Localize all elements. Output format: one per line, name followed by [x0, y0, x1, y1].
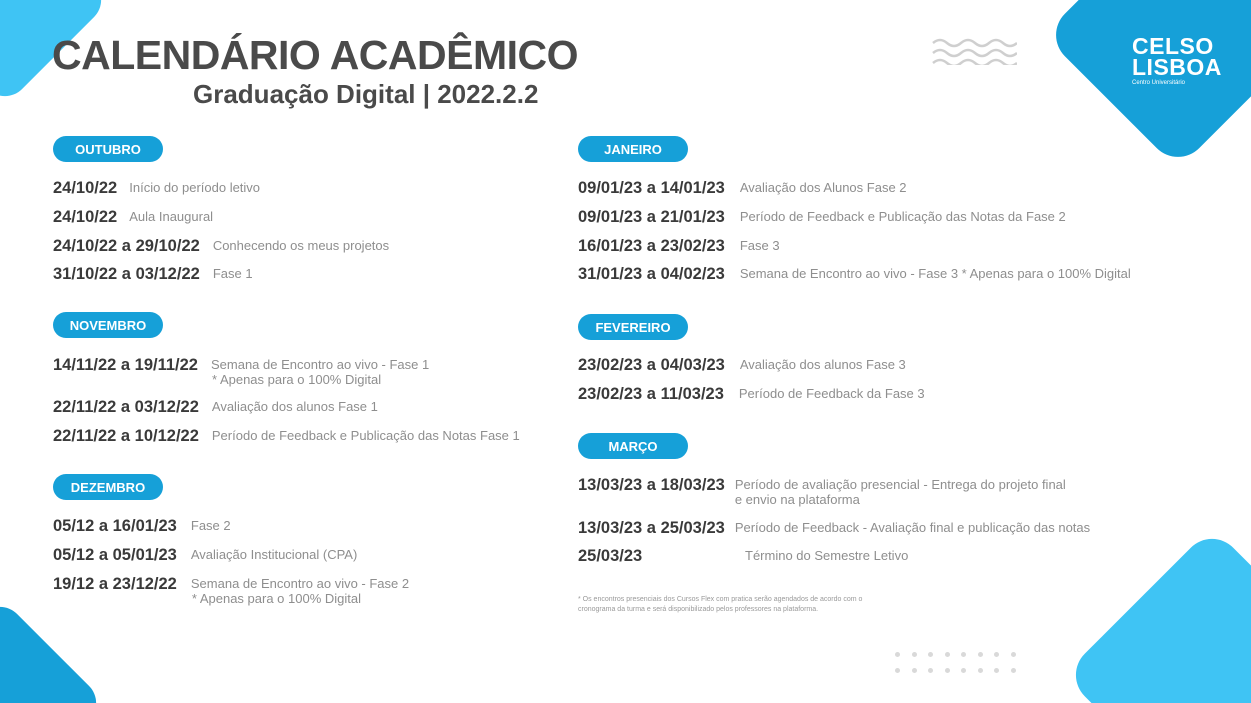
- entry-description: Conhecendo os meus projetos: [212, 238, 390, 253]
- calendar-entry: [53, 397, 378, 417]
- entry-date: 24/10/22: [53, 179, 118, 197]
- entry-description: Avaliação Institucional (CPA): [190, 547, 358, 562]
- entry-date: 31/01/23 a 04/02/23: [578, 265, 725, 283]
- entry-date: 23/02/23 a 11/03/23: [578, 385, 724, 403]
- entry-description: Avaliação dos alunos Fase 1: [211, 399, 378, 414]
- calendar-entry: [53, 178, 260, 198]
- calendar-entry: [578, 518, 1090, 538]
- corner-shape-bottom-left: [0, 597, 106, 703]
- calendar-entry: [53, 574, 409, 606]
- entry-date: 24/10/22: [53, 208, 118, 226]
- page-subtitle: Graduação Digital | 2022.2.2: [193, 79, 539, 109]
- calendar-entry: [578, 355, 906, 375]
- entry-description: Semana de Encontro ao vivo - Fase 2: [190, 576, 410, 591]
- entry-date: 22/11/22 a 03/12/22: [53, 398, 199, 416]
- month-label-novembro: NOVEMBRO: [53, 312, 163, 338]
- footnote-line: * Os encontros presenciais dos Cursos Flex com pratica serão agendados de acordo com o: [578, 596, 863, 603]
- entry-note: * Apenas para o 100% Digital: [211, 372, 382, 387]
- calendar-entry: [578, 546, 908, 566]
- calendar-entry: [53, 236, 389, 256]
- calendar-entry: [578, 264, 1131, 284]
- entry-description: Fase 3: [739, 238, 780, 253]
- entry-note: e envio na plataforma: [734, 492, 860, 507]
- calendar-entry: [53, 264, 253, 284]
- wave-icon: [931, 37, 1017, 65]
- logo-line-3: Centro Universitário: [1132, 80, 1186, 86]
- entry-date: 05/12 a 16/01/23: [53, 517, 177, 535]
- calendar-entry: [578, 236, 780, 256]
- month-label-dezembro: DEZEMBRO: [53, 474, 163, 500]
- entry-description: Início do período letivo: [129, 180, 261, 195]
- calendar-entry: [578, 384, 925, 404]
- entry-date: 09/01/23 a 21/01/23: [578, 208, 725, 226]
- month-label-outubro: OUTUBRO: [53, 136, 163, 162]
- footnote-line: cronograma da turma e será disponibilizado pelos professores na plataforma.: [578, 606, 819, 613]
- entry-description: Semana de Encontro ao vivo - Fase 1: [210, 357, 430, 372]
- entry-description: Fase 1: [212, 266, 253, 281]
- entry-description: Período de avaliação presencial - Entrega do projeto final: [734, 477, 1066, 492]
- entry-description: Avaliação dos Alunos Fase 2: [739, 180, 907, 195]
- logo-line-2: LISBOA: [1132, 54, 1222, 80]
- corner-shape-bottom-right: [1064, 527, 1251, 703]
- calendar-entry: [578, 475, 1066, 507]
- entry-date: 16/01/23 a 23/02/23: [578, 237, 725, 255]
- logo-line-1: CELSO: [1132, 33, 1214, 59]
- calendar-entry: [53, 545, 357, 565]
- month-label-janeiro: JANEIRO: [578, 136, 688, 162]
- entry-date: 31/10/22 a 03/12/22: [53, 265, 200, 283]
- calendar-entry: [53, 207, 213, 227]
- entry-date: 25/03/23: [578, 547, 643, 565]
- calendar-entry: [578, 178, 907, 198]
- entry-description: Período de Feedback e Publicação das Notas Fase 1: [211, 428, 520, 443]
- calendar-entry: [53, 355, 429, 387]
- entry-date: 24/10/22 a 29/10/22: [53, 237, 200, 255]
- footnote: [578, 595, 968, 615]
- month-label-marco: MARÇO: [578, 433, 688, 459]
- month-label-fevereiro: FEVEREIRO: [578, 314, 688, 340]
- calendar-entry: [53, 426, 520, 446]
- entry-description: Período de Feedback e Publicação das Notas da Fase 2: [739, 209, 1066, 224]
- entry-date: 14/11/22 a 19/11/22: [53, 356, 198, 374]
- dot-grid-icon: [895, 652, 1017, 673]
- entry-description: Aula Inaugural: [129, 209, 214, 224]
- entry-note: * Apenas para o 100% Digital: [191, 591, 361, 606]
- entry-date: 22/11/22 a 10/12/22: [53, 427, 199, 445]
- calendar-entry: [53, 516, 231, 536]
- entry-description: Período de Feedback da Fase 3: [738, 386, 925, 401]
- logo: [1132, 33, 1222, 88]
- page-title: CALENDÁRIO ACADÊMICO: [52, 32, 579, 78]
- entry-description-group: [191, 574, 409, 606]
- entry-description-group: [735, 475, 1066, 507]
- entry-description: Avaliação dos alunos Fase 3: [739, 357, 906, 372]
- entry-date: 13/03/23 a 25/03/23: [578, 519, 725, 537]
- entry-date: 05/12 a 05/01/23: [53, 546, 177, 564]
- calendar-entry: [578, 207, 1066, 227]
- entry-description-group: [211, 355, 429, 387]
- entry-date: 19/12 a 23/12/22: [53, 575, 177, 593]
- entry-description: Fase 2: [190, 518, 231, 533]
- entry-date: 23/02/23 a 04/03/23: [578, 356, 725, 374]
- entry-description: Término do Semestre Letivo: [745, 548, 909, 563]
- entry-description: Período de Feedback - Avaliação final e publicação das notas: [734, 520, 1091, 535]
- entry-date: 09/01/23 a 14/01/23: [578, 179, 725, 197]
- entry-date: 13/03/23 a 18/03/23: [578, 476, 725, 494]
- entry-description: Semana de Encontro ao vivo - Fase 3 * Apenas para o 100% Digital: [739, 266, 1131, 281]
